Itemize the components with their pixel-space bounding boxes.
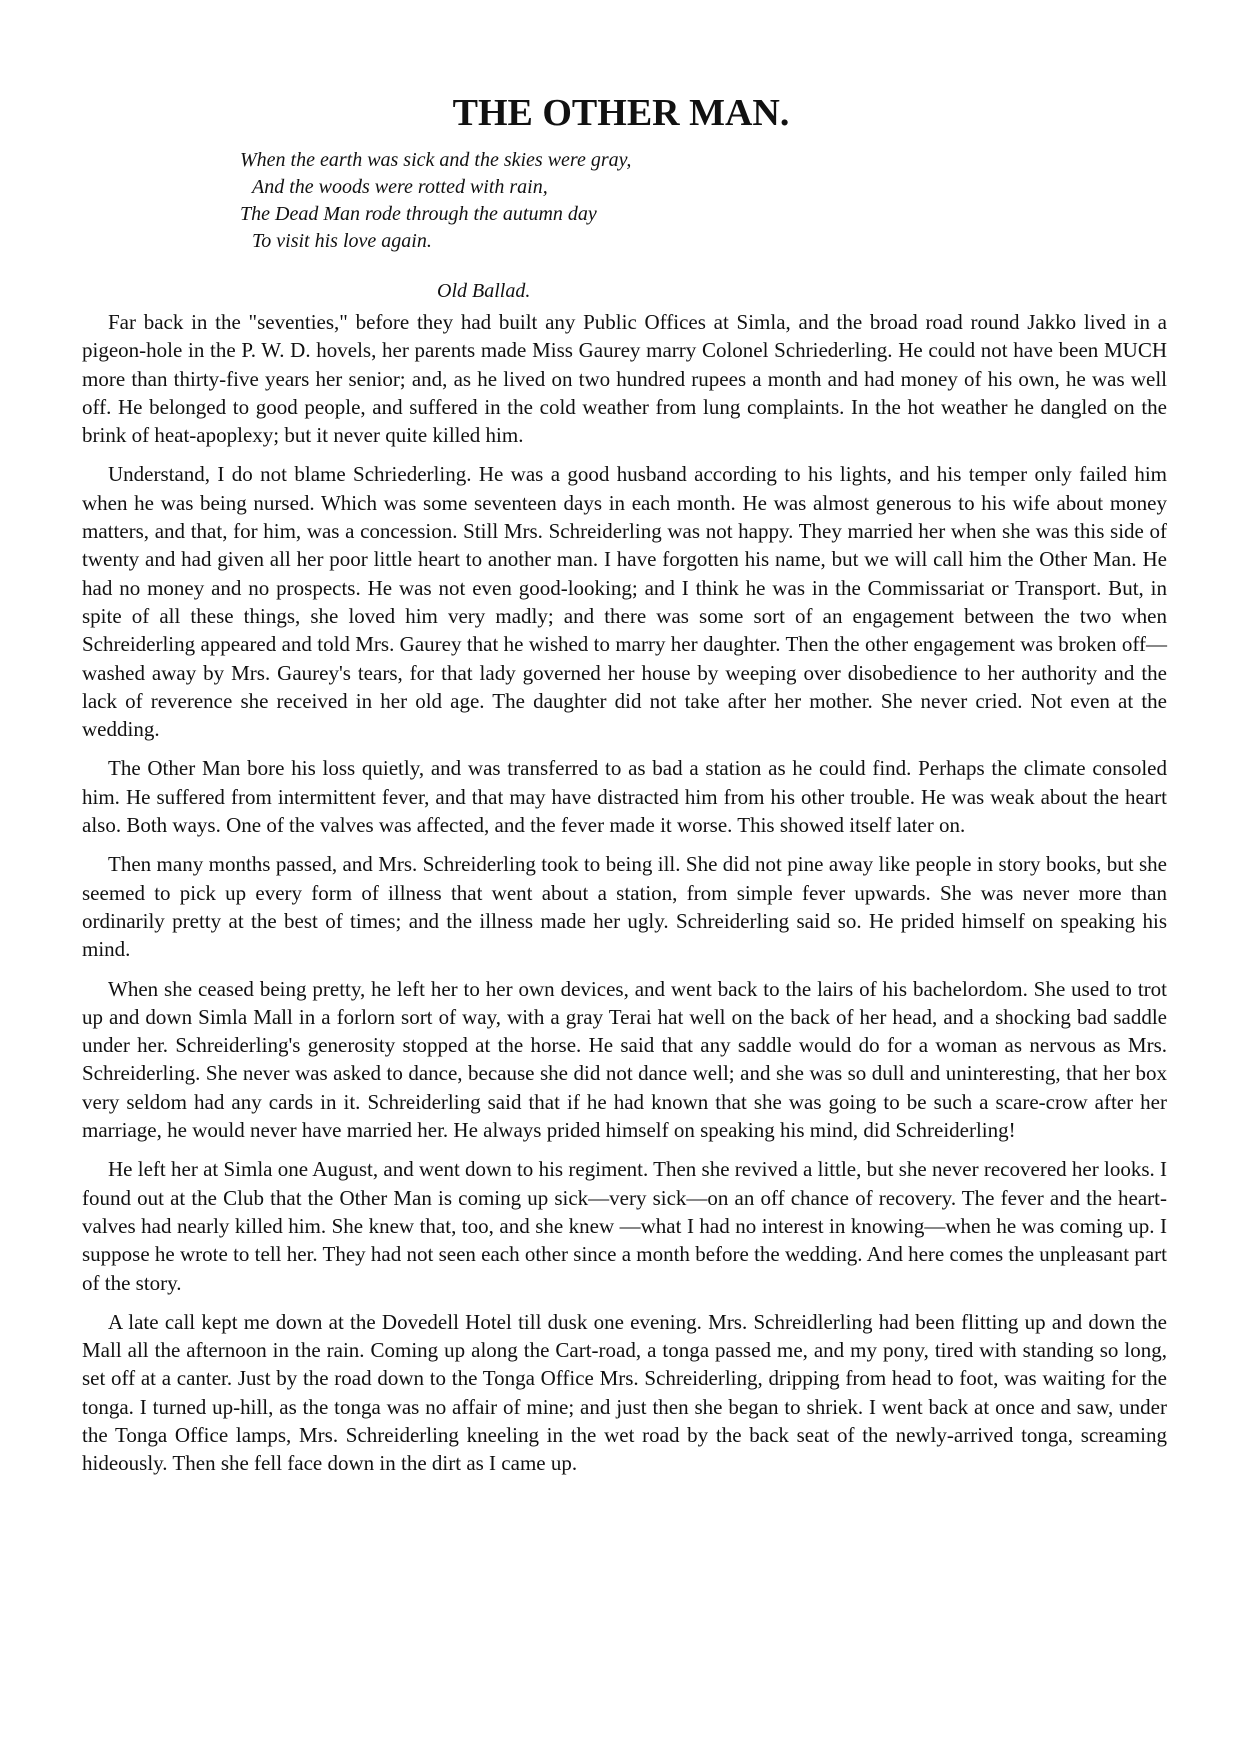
paragraph: Far back in the "seventies," before they had built any Public Offices at Simla, and the broad road round Jakko lived in a pigeon-hole in the P. W. D. hovels, her parents made Miss Gaurey marry Colonel Schriederling. He could not have been MUCH more than thirty-five years her senior; and, as he lived on two hundred rupees a month and had money of his own, he was well off. He belonged to good people, and suffered in the cold weather from lung complaints. In the hot weather he dangled on the brink of heat-apoplexy; but it never quite killed him. xyxy=(82,310,1167,448)
epigraph-line: When the earth was sick and the skies were gray, xyxy=(240,149,632,171)
paragraph: He left her at Simla one August, and went down to his regiment. Then she revived a little, but she never recovered her looks. I found out at the Club that the Other Man is coming up sick—very sick—on an off chance of recovery. The fever and the heart-valves had nearly killed him. She knew that, too, and she knew —what I had no interest in knowing—when he was coming up. I suppose he wrote to tell her. They had not seen each other since a month before the wedding. And here comes the unpleasant part of the story. xyxy=(82,1157,1167,1295)
paragraph: When she ceased being pretty, he left her to her own devices, and went back to the lairs of his bachelordom. She used to trot up and down Simla Mall in a forlorn sort of way, with a gray Terai hat well on the back of her head, and a shocking bad saddle under her. Schreiderling's generosity stopped at the horse. He said that any saddle would do for a woman as nervous as Mrs. Schreiderling. She never was asked to dance, because she did not dance well; and she was so dull and uninteresting, that her box very seldom had any cards in it. Schreiderling said that if he had known that she was going to be such a scare-crow after her marriage, he would never have married her. He always prided himself on speaking his mind, did Schreiderling! xyxy=(82,976,1167,1143)
paragraph: Understand, I do not blame Schriederling. He was a good husband according to his lights, and his temper only failed him when he was being nursed. Which was some seventeen days in each month. He was almost generous to his wife about money matters, and that, for him, was a concession. Still Mrs. Schreiderling was not happy. They married her when she was this side of twenty and had given all her poor little heart to another man. I have forgotten his name, but we will call him the Other Man. He had no money and no prospects. He was not even good-looking; and I think he was in the Commissariat or Transport. But, in spite of all these things, she loved him very madly; and there was some sort of an engagement between the two when Schreiderling appeared and told Mrs. Gaurey that he wished to marry her daughter. Then the other engagement was broken off—washed away by Mrs. Gaurey's tears, for that lady governed her house by weeping over disobedience to her authority and the lack of reverence she received in her old age. The daughter did not take after her mother. She never cried. Not even at the wedding. xyxy=(82,462,1167,742)
paragraph: A late call kept me down at the Dovedell Hotel till dusk one evening. Mrs. Schreidlerling had been flitting up and down the Mall all the afternoon in the rain. Coming up along the Cart-road, a tonga passed me, and my pony, tired with standing so long, set off at a canter. Just by the road down to the Tonga Office Mrs. Schreiderling, dripping from head to foot, was waiting for the tonga. I turned up-hill, as the tonga was no affair of mine; and just then she began to shriek. I went back at once and saw, under the Tonga Office lamps, Mrs. Schreiderling kneeling in the wet road by the back seat of the newly-arrived tonga, screaming hideously. Then she fell face down in the dirt as I came up. xyxy=(82,1309,1167,1476)
epigraph-line: To visit his love again. xyxy=(252,230,432,252)
chapter-title: THE OTHER MAN. xyxy=(452,92,790,134)
epigraph-line: And the woods were rotted with rain, xyxy=(252,176,548,198)
epigraph xyxy=(240,147,631,255)
paragraph: The Other Man bore his loss quietly, and was transferred to as bad a station as he could find. Perhaps the climate consoled him. He suffered from intermittent fever, and that may have distracted him from his other trouble. He was weak about the heart also. Both ways. One of the valves was affected, and the fever made it worse. This showed itself later on. xyxy=(82,756,1167,838)
paragraph: Then many months passed, and Mrs. Schreiderling took to being ill. She did not pine away like people in story books, but she seemed to pick up every form of illness that went about a station, from simple fever upwards. She was never more than ordinarily pretty at the best of times; and the illness made her ugly. Schreiderling said so. He prided himself on speaking his mind. xyxy=(82,852,1167,962)
story-body xyxy=(82,308,1167,1489)
epigraph-source: Old Ballad. xyxy=(437,280,531,302)
epigraph-line: The Dead Man rode through the autumn day xyxy=(240,203,597,225)
